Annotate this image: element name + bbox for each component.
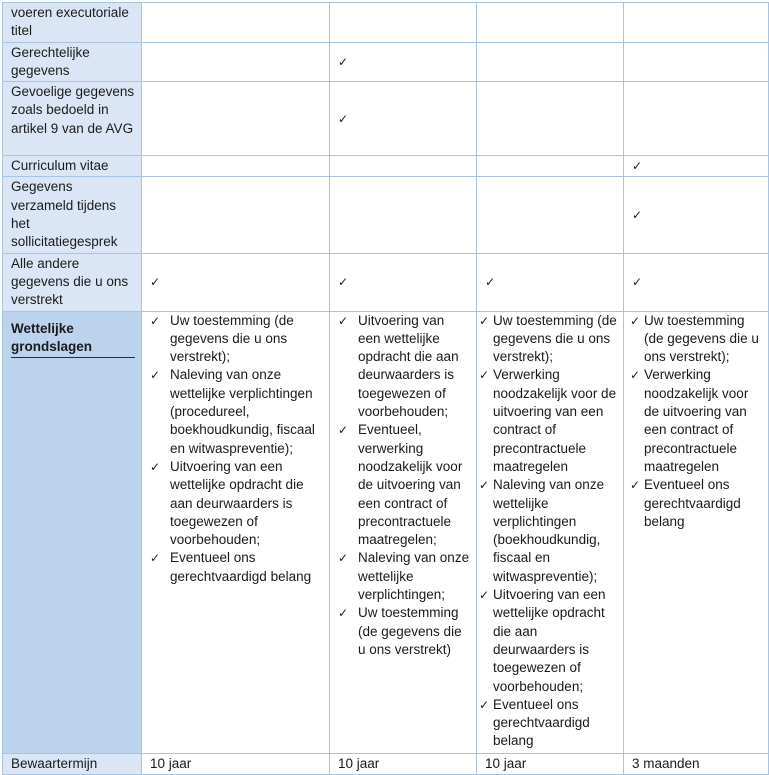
checkmark-icon: ✓: [150, 313, 161, 328]
list-item: ✓ Eventueel ons gerechtvaardigd belang: [150, 550, 312, 584]
retention-value: 10 jaar: [142, 753, 330, 774]
table-cell: [330, 82, 477, 156]
legal-basis-list: [338, 312, 470, 660]
table-cell: [330, 177, 477, 253]
list-item: ✓ Uitvoering van een wettelijke opdracht die aan deurwaarders is toegewezen of voorbehouden;: [338, 312, 459, 420]
table-row: [3, 253, 769, 311]
table-cell: [624, 3, 769, 43]
checkmark-icon: ✓: [338, 111, 349, 126]
row-label: Curriculum vitae: [3, 156, 142, 177]
legal-basis-row: [3, 311, 769, 753]
list-item: ✓ Eventueel, verwerking noodzakelijk voor de uitvoering van een contract of precontractuele maatregelen;: [338, 422, 463, 548]
checkmark-icon: ✓: [150, 274, 161, 289]
legal-basis-cell: [477, 311, 624, 753]
retention-value: 10 jaar: [477, 753, 624, 774]
table-cell: [477, 156, 624, 177]
table-row: [3, 156, 769, 177]
table-cell: [624, 42, 769, 82]
table-cell: [624, 82, 769, 156]
legal-basis-cell: [142, 311, 330, 753]
legal-basis-heading-cell: [3, 311, 142, 753]
table-cell: [477, 42, 624, 82]
checkmark-icon: ✓: [479, 313, 490, 328]
list-item: ✓ Naleving van onze wettelijke verplichtingen (boekhoudkundig, fiscaal en witwaspreventie);: [479, 477, 605, 584]
table-cell: [330, 42, 477, 82]
checkmark-icon: ✓: [630, 478, 641, 493]
checkmark-icon: ✓: [150, 551, 161, 566]
list-item: ✓ Verwerking noodzakelijk voor de uitvoering van een contract of precontractuele maatregelen: [479, 367, 617, 474]
checkmark-icon: ✓: [479, 697, 490, 712]
checkmark-icon: ✓: [632, 274, 643, 289]
row-label: Gevoelige gegevens zoals bedoeld in artikel 9 van de AVG: [3, 82, 142, 156]
table-row: [3, 82, 769, 156]
retention-label: Bewaartermijn: [3, 753, 142, 774]
list-item: ✓ Naleving van onze wettelijke verplichtingen (procedureel, boekhoudkundig, fiscaal en witwaspreventie);: [150, 367, 315, 456]
table-cell: [477, 82, 624, 156]
legal-basis-list: [150, 312, 323, 586]
checkmark-icon: ✓: [338, 606, 349, 621]
table-cell: [624, 253, 769, 311]
checkmark-icon: ✓: [150, 368, 161, 383]
list-item: ✓ Uw toestemming (de gegevens die u ons verstrekt);: [630, 312, 759, 365]
checkmark-icon: ✓: [485, 274, 496, 289]
legal-basis-list: [479, 312, 617, 751]
table-cell: [477, 177, 624, 253]
table-row: [3, 177, 769, 253]
row-label: voeren executoriale titel: [3, 3, 142, 43]
table-row: [3, 42, 769, 82]
list-item: ✓ Uitvoering van een wettelijke opdracht die aan deurwaarders is toegewezen of voorbehouden;: [150, 458, 304, 548]
checkmark-icon: ✓: [338, 551, 349, 566]
list-item: ✓ Uw toestemming (de gegevens die u ons verstrekt): [338, 605, 462, 657]
checkmark-icon: ✓: [630, 368, 641, 383]
table-cell: [624, 177, 769, 253]
checkmark-icon: ✓: [150, 459, 161, 474]
legal-basis-cell: [330, 311, 477, 753]
checkmark-icon: ✓: [630, 313, 641, 328]
list-item: ✓ Uw toestemming (de gegevens die u ons verstrekt);: [479, 312, 617, 365]
table-cell: [142, 82, 330, 156]
checkmark-icon: ✓: [338, 54, 349, 69]
row-label: Alle andere gegevens die u ons verstrekt: [3, 253, 142, 311]
checkmark-icon: ✓: [632, 207, 643, 222]
table-cell: [142, 253, 330, 311]
checkmark-icon: ✓: [479, 368, 490, 383]
checkmark-icon: ✓: [338, 313, 349, 328]
row-label: Gegevens verzameld tijdens het sollicitatiegesprek: [3, 177, 142, 253]
checkmark-icon: ✓: [632, 159, 643, 174]
table-row: [3, 3, 769, 43]
checkmark-icon: ✓: [479, 588, 490, 603]
list-item: ✓ Naleving van onze wettelijke verplichtingen;: [338, 550, 470, 603]
table-cell: [142, 3, 330, 43]
table-cell: [330, 253, 477, 311]
table-cell: [477, 253, 624, 311]
row-label: Gerechtelijke gegevens: [3, 42, 142, 82]
list-item: ✓ Eventueel ons gerechtvaardigd belang: [479, 696, 590, 749]
list-item: ✓ Verwerking noodzakelijk voor de uitvoering van een contract of precontractuele maatregelen: [630, 367, 749, 474]
checkmark-icon: ✓: [338, 274, 349, 289]
checkmark-icon: ✓: [338, 423, 349, 438]
table-cell: [330, 3, 477, 43]
table-cell: [477, 3, 624, 43]
checkmark-icon: ✓: [479, 478, 490, 493]
legal-basis-list: [630, 312, 764, 532]
table-cell: [142, 156, 330, 177]
retention-value: 3 maanden: [624, 753, 769, 774]
retention-value: 10 jaar: [330, 753, 477, 774]
table-cell: [142, 177, 330, 253]
table-cell: [142, 42, 330, 82]
data-processing-table: [2, 2, 769, 775]
list-item: ✓ Uitvoering van een wettelijke opdracht die aan deurwaarders is toegewezen of voorbehouden;: [479, 587, 606, 694]
list-item: ✓ Eventueel ons gerechtvaardigd belang: [630, 477, 741, 529]
legal-basis-heading: Wettelijke grondslagen: [11, 320, 135, 359]
table-cell: [624, 156, 769, 177]
legal-basis-cell: [624, 311, 769, 753]
table-cell: [330, 156, 477, 177]
list-item: ✓ Uw toestemming (de gegevens die u ons verstrekt);: [150, 312, 294, 365]
